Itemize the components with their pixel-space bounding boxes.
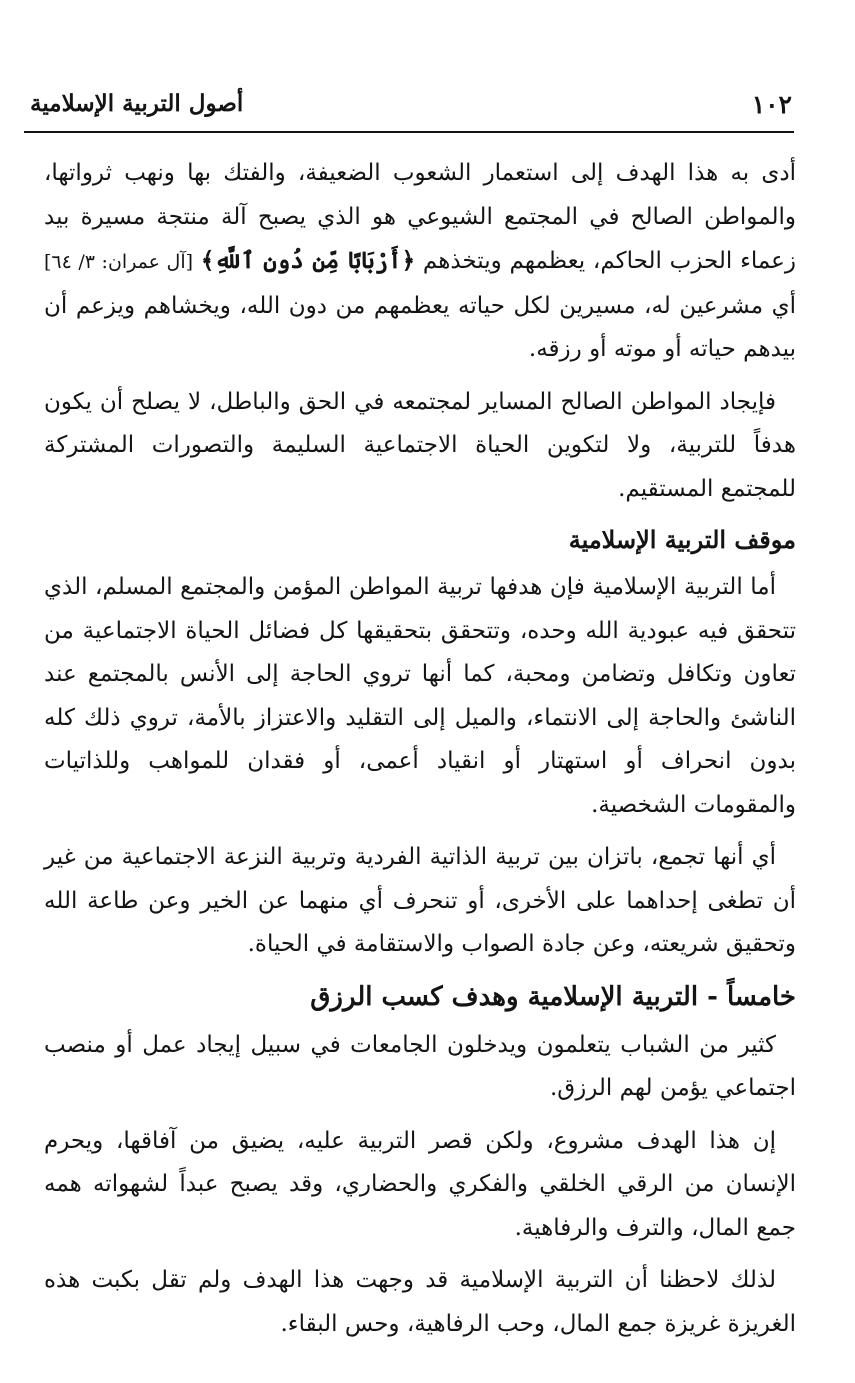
chapter-section-title — [44, 976, 796, 1018]
paragraph — [44, 1024, 796, 1111]
text-run: إن هذا الهدف مشروع، ولكن قصر التربية عليه، يضيق من آفاقها، ويحرم الإنسان من الرقي الخلقي والفكري والحضاري، وقد يصبح عبداً لشهواته همه جمع المال، والترف والرفاهية. — [44, 1127, 796, 1241]
book-title: أصول التربية الإسلامية — [30, 90, 244, 117]
text-run: أما التربية الإسلامية فإن هدفها تربية المواطن المؤمن والمجتمع المسلم، الذي تتحقق فيه عبودية الله وحده، وتتحقق بتحقيقها كل فضائل الحياة الاجتماعية من تعاون وتكافل وتضامن ومحبة، كما أنها تروي الحاجة إلى الأنس بالمجتمع عند الناشئ والحاجة إلى الانتماء، والميل إلى التقليد والاعتزاز بالأمة، تروي ذلك كله بدون انحراف أو استهتار أو انقياد أعمى، أو فقدان للمواهب وللذاتيات والمقومات الشخصية. — [44, 574, 796, 818]
paragraph — [44, 836, 796, 967]
quran-quote: ﴿أَرْبَابًا مِّن دُونِ ٱللَّهِ﴾ — [200, 247, 416, 274]
text-run: أدى به هذا الهدف إلى استعمار الشعوب الضعيفة، والفتك بها ونهب ثرواتها، والمواطن الصالح في المجتمع الشيوعي هو الذي يصبح آلة منتجة مسيرة بيد زعماء الحزب الحاكم، يعظمهم ويتخذهم — [44, 160, 797, 274]
paragraph — [44, 1259, 796, 1346]
text-run: خامساً - التربية الإسلامية وهدف كسب الرزق — [310, 981, 796, 1012]
paragraph — [44, 152, 796, 372]
paragraph — [44, 1120, 796, 1251]
text-run: كثير من الشباب يتعلمون ويدخلون الجامعات في سبيل إيجاد عمل أو منصب اجتماعي يؤمن لهم الرزق. — [44, 1031, 796, 1101]
header-rule — [24, 131, 794, 133]
running-header — [28, 88, 794, 128]
text-run: أي مشرعين له، مسيرين لكل حياته يعظمهم من دون الله، ويخشاهم ويزعم أن بيدهم حياته أو موته أو رزقه. — [44, 292, 796, 362]
paragraph — [44, 381, 796, 512]
page-number: ١٠٢ — [751, 90, 792, 119]
text-run: أي أنها تجمع، باتزان بين تربية الذاتية الفردية وتربية النزعة الاجتماعية من غير أن تطغى إحداهما على الأخرى، أو تنحرف أي منهما عن الخير وعن طاعة الله وتحقيق شريعته، وعن جادة الصواب والاستقامة في الحياة. — [44, 844, 796, 957]
text-run: فإيجاد المواطن الصالح المساير لمجتمعه في الحق والباطل، لا يصلح أن يكون هدفاً للتربية، ولا لتكوين الحياة الاجتماعية السليمة والتصورات المشتركة للمجتمع المستقيم. — [44, 388, 796, 502]
citation-reference: [آل عمران: ٣/ ٦٤] — [44, 251, 194, 273]
text-run: لذلك لاحظنا أن التربية الإسلامية قد وجهت هذا الهدف ولم تقل بكبت هذه الغريزة غريزة جمع المال، وحب الرفاهية، وحس البقاء. — [44, 1267, 796, 1337]
paragraph — [44, 566, 796, 827]
body-text — [44, 152, 796, 1355]
text-run: موقف التربية الإسلامية — [568, 525, 796, 554]
section-heading — [44, 520, 796, 560]
text-run — [193, 248, 201, 274]
